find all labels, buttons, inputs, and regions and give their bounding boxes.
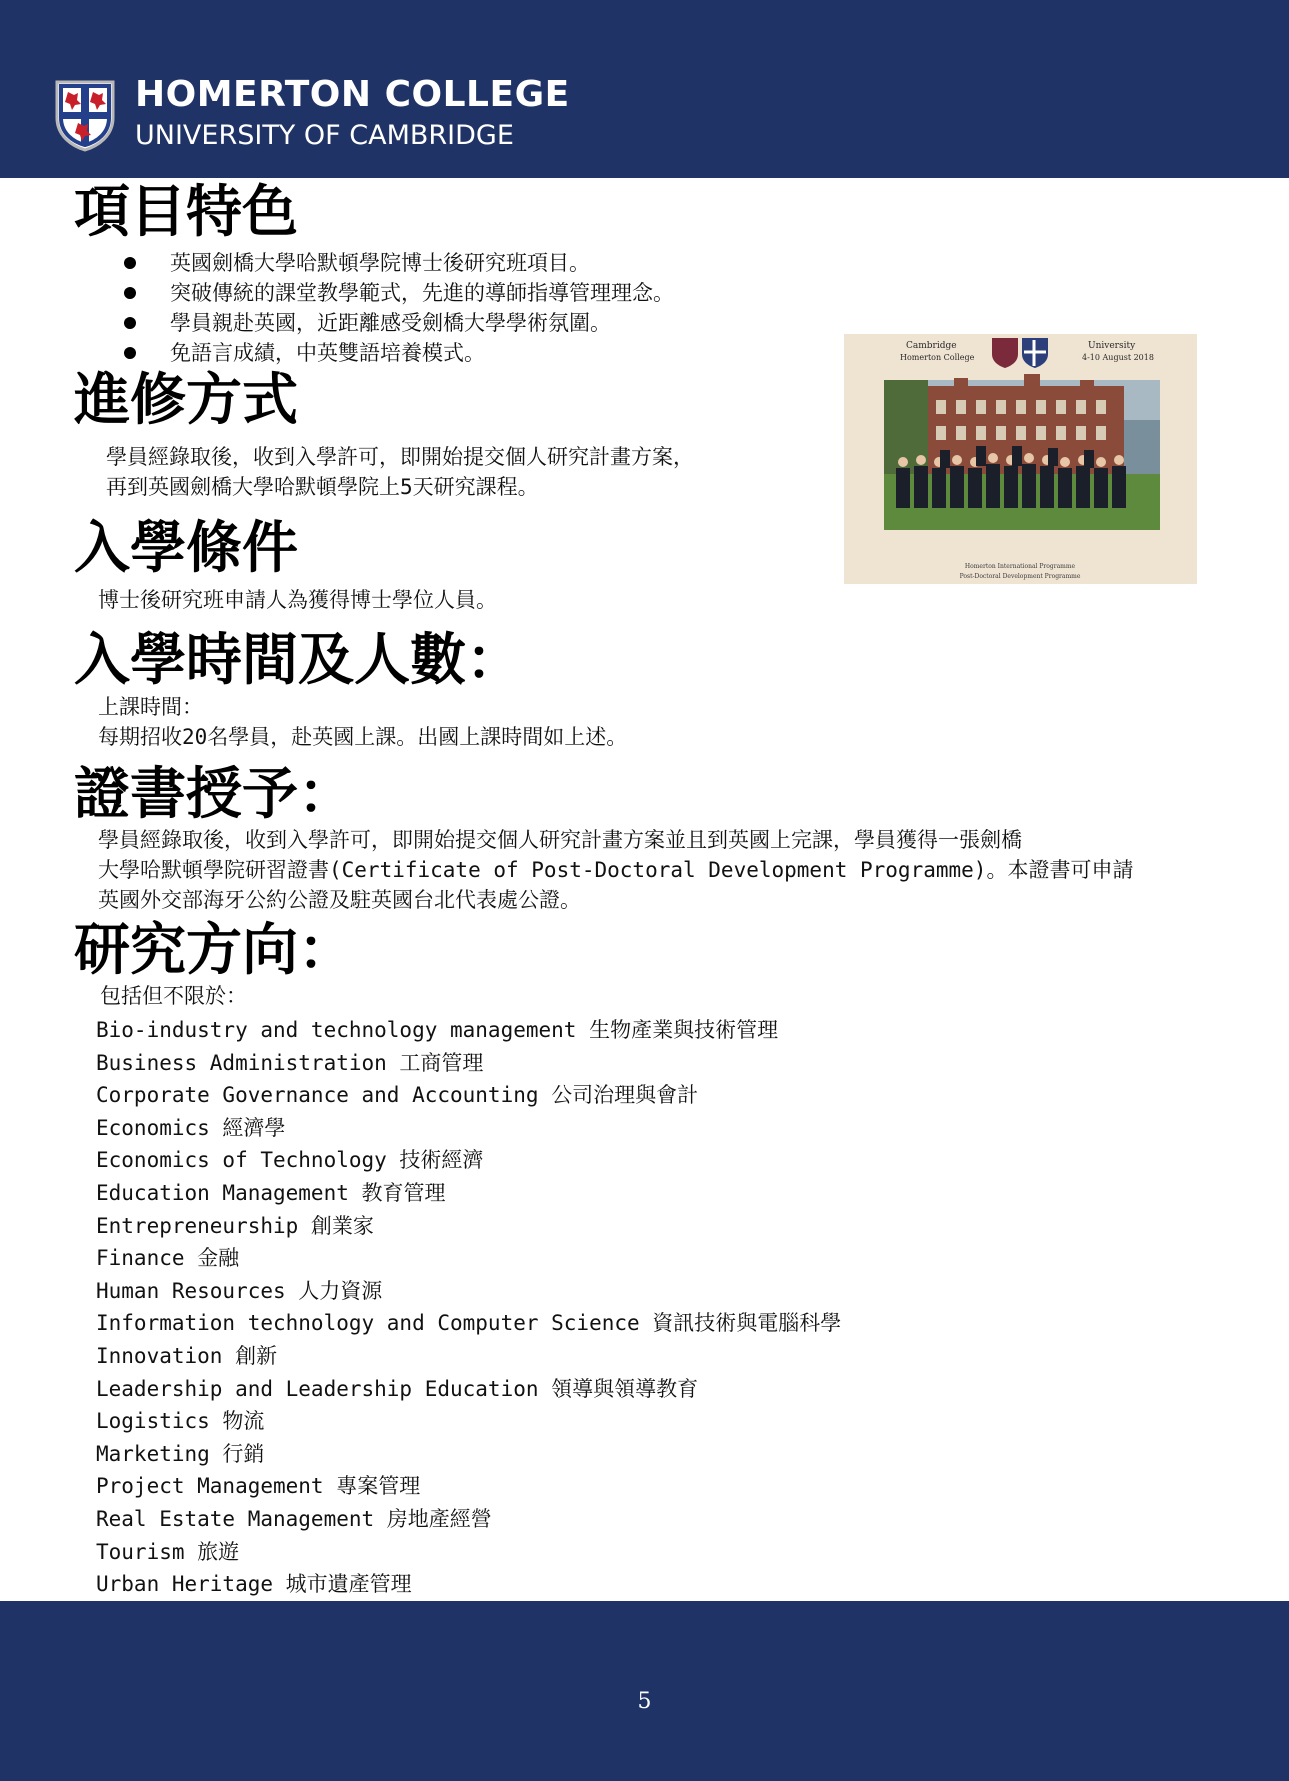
list-item: Project Management 專案管理 bbox=[96, 1474, 421, 1499]
certificate-line-2: 大學哈默頓學院研習證書(Certificate of Post-Doctoral Development Programme)。本證書可申請 bbox=[98, 858, 1134, 882]
admission-text: 博士後研究班申請人為獲得博士學位人員。 bbox=[98, 588, 497, 612]
footer-banner bbox=[0, 1601, 1289, 1781]
research-list bbox=[96, 1014, 841, 1601]
bullet-icon bbox=[124, 347, 136, 359]
list-item: Finance 金融 bbox=[96, 1246, 240, 1271]
list-item: 免語言成績，中英雙語培養模式。 bbox=[120, 338, 674, 368]
bullet-icon bbox=[124, 257, 136, 269]
list-item: Human Resources 人力資源 bbox=[96, 1278, 383, 1303]
features-list bbox=[120, 248, 674, 368]
photo-label-left-bottom: Homerton College bbox=[900, 353, 975, 362]
list-item: Economics of Technology 技術經濟 bbox=[96, 1148, 484, 1173]
group-photo bbox=[844, 334, 1197, 584]
list-item: Bio-industry and technology management 生物產業與技術管理 bbox=[96, 1018, 779, 1042]
list-item: Education Management 教育管理 bbox=[96, 1180, 446, 1205]
study-method-line-2: 再到英國劍橋大學哈默頓學院上5天研究課程。 bbox=[106, 475, 539, 499]
admission-heading: 入學條件 bbox=[74, 515, 298, 581]
study-method-heading: 進修方式 bbox=[74, 367, 298, 433]
list-item: 學員親赴英國，近距離感受劍橋大學學術氛圍。 bbox=[120, 308, 674, 338]
page-number: 5 bbox=[637, 1689, 652, 1714]
certificate-line-3: 英國外交部海牙公約公證及駐英國台北代表處公證。 bbox=[98, 888, 581, 912]
photo-label-right-top: University bbox=[1088, 341, 1136, 351]
list-item: Real Estate Management 房地產經營 bbox=[96, 1506, 492, 1531]
schedule-heading: 入學時間及人數： bbox=[74, 627, 522, 693]
list-item: Tourism 旅遊 bbox=[96, 1539, 240, 1564]
list-item: 突破傳統的課堂教學範式，先進的導師指導管理理念。 bbox=[120, 278, 674, 308]
header-banner bbox=[0, 0, 1289, 178]
list-item: Urban Heritage 城市遺產管理 bbox=[96, 1572, 412, 1597]
list-item: Leadership and Leadership Education 領導與領導教育 bbox=[96, 1376, 699, 1401]
certificate-heading: 證書授予： bbox=[74, 761, 354, 827]
university-name: UNIVERSITY OF CAMBRIDGE bbox=[135, 120, 514, 151]
list-item: Information technology and Computer Science 資訊技術與電腦科學 bbox=[96, 1311, 842, 1336]
photo-caption-2: Post-Doctoral Development Programme bbox=[959, 573, 1081, 580]
schedule-line-1: 上課時間： bbox=[98, 695, 203, 719]
group-photo-image bbox=[844, 334, 1197, 584]
list-item: Innovation 創新 bbox=[96, 1343, 278, 1368]
list-item: Business Administration 工商管理 bbox=[96, 1050, 484, 1075]
features-heading: 項目特色 bbox=[74, 179, 298, 245]
college-crest-icon bbox=[54, 78, 116, 152]
list-item: Corporate Governance and Accounting 公司治理與會計 bbox=[96, 1083, 699, 1108]
bullet-icon bbox=[124, 287, 136, 299]
bullet-icon bbox=[124, 317, 136, 329]
college-name: HOMERTON COLLEGE bbox=[135, 74, 570, 115]
schedule-line-2: 每期招收20名學員，赴英國上課。出國上課時間如上述。 bbox=[98, 725, 628, 749]
photo-caption-1: Homerton International Programme bbox=[964, 563, 1076, 570]
list-item: Economics 經濟學 bbox=[96, 1115, 286, 1140]
research-heading: 研究方向： bbox=[74, 917, 354, 983]
list-item: 英國劍橋大學哈默頓學院博士後研究班項目。 bbox=[120, 248, 674, 278]
photo-label-left-top: Cambridge bbox=[906, 341, 957, 351]
list-item: Marketing 行銷 bbox=[96, 1441, 265, 1466]
research-intro: 包括但不限於： bbox=[100, 984, 247, 1008]
list-item: Logistics 物流 bbox=[96, 1409, 265, 1434]
certificate-line-1: 學員經錄取後，收到入學許可，即開始提交個人研究計畫方案並且到英國上完課，學員獲得一張劍橋 bbox=[98, 828, 1022, 852]
list-item: Entrepreneurship 創業家 bbox=[96, 1213, 374, 1238]
study-method-line-1: 學員經錄取後，收到入學許可，即開始提交個人研究計畫方案， bbox=[106, 445, 694, 469]
photo-label-right-bottom: 4-10 August 2018 bbox=[1082, 353, 1154, 362]
